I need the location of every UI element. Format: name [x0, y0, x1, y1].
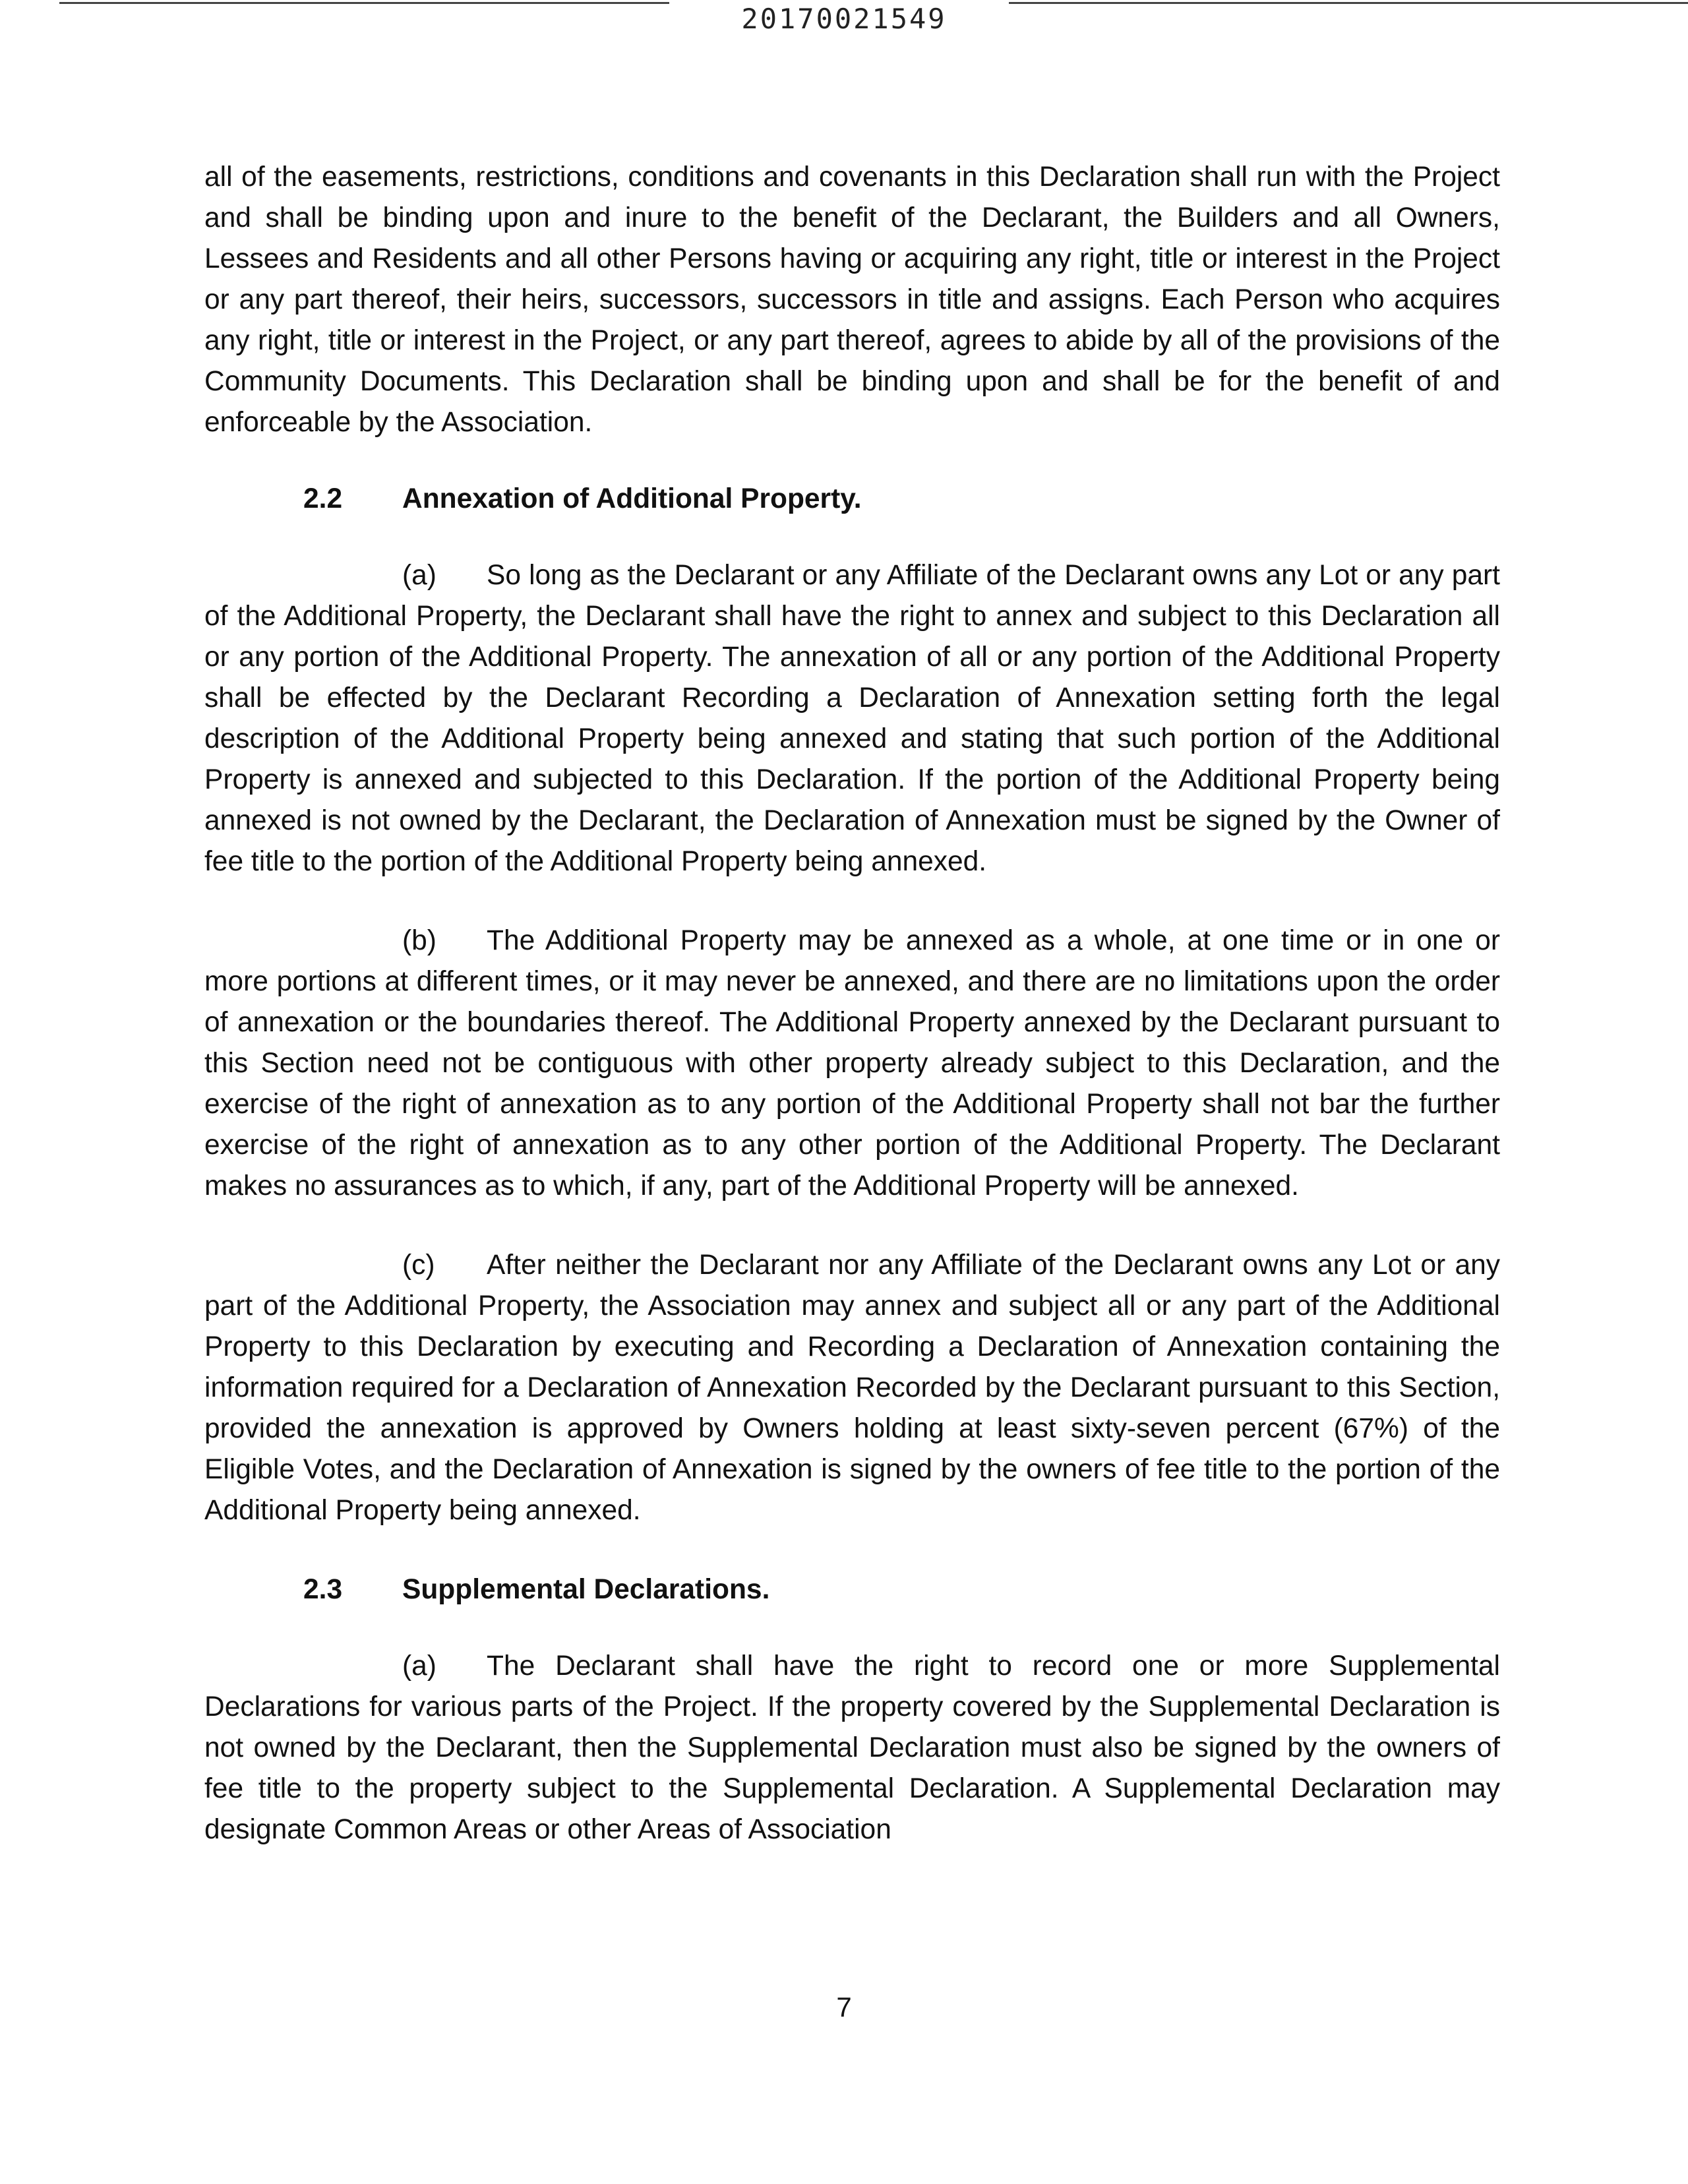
- section-2-2-a: [204, 555, 1500, 882]
- section-2-3-title: Supplemental Declarations.: [402, 1574, 770, 1605]
- section-2-2-a-mark: (a): [402, 560, 437, 591]
- section-2-2-c-text: After neither the Declarant nor any Affiliate of the Declarant owns any Lot or any part of the Additional Property, the Association may annex and subject all or any part of the Additional Property to this Declaration by executing and Recording a Declaration of Annexation containing the information required for a Declaration of Annexation Recorded by the Declarant pursuant to this Section, provided the annexation is approved by Owners holding at least sixty-seven percent (67%) of the Eligible Votes, and the Declaration of Annexation is signed by the owners of fee title to the portion of the Additional Property being annexed.: [204, 1250, 1500, 1526]
- section-2-2-c: [204, 1245, 1500, 1531]
- section-2-3-a-text: The Declarant shall have the right to record one or more Supplemental Declarations for various parts of the Project. If the property covered by the Supplemental Declaration is not owned by the Declarant, then the Supplemental Declaration must also be signed by the owners of fee title to the property subject to the Supplemental Declaration. A Supplemental Declaration may designate Common Areas or other Areas of Association: [204, 1651, 1500, 1845]
- section-2-3-heading: [204, 1569, 1500, 1610]
- section-2-2-b: [204, 921, 1500, 1207]
- section-2-3-a: [204, 1646, 1500, 1850]
- section-2-2-b-text: The Additional Property may be annexed as a whole, at one time or in one or more portions at different times, or it may never be annexed, and there are no limitations upon the order of annexation or the boundaries thereof. The Additional Property annexed by the Declarant pursuant to this Section need not be contiguous with other property already subject to this Declaration, and the exercise of the right of annexation as to any portion of the Additional Property shall not bar the further exercise of the right of annexation as to any other portion of the Additional Property. The Declarant makes no assurances as to which, if any, part of the Additional Property will be annexed.: [204, 925, 1500, 1201]
- section-2-2-b-mark: (b): [402, 925, 437, 956]
- section-2-2-a-text: So long as the Declarant or any Affiliate of the Declarant owns any Lot or any part of the Additional Property, the Declarant shall have the right to annex and subject to this Declaration all or any portion of the Additional Property. The annexation of all or any portion of the Additional Property shall be effected by the Declarant Recording a Declaration of Annexation setting forth the legal description of the Additional Property being annexed and stating that such portion of the Additional Property is annexed and subjected to this Declaration. If the portion of the Additional Property being annexed is not owned by the Declarant, the Declaration of Annexation must be signed by the Owner of fee title to the portion of the Additional Property being annexed.: [204, 560, 1500, 877]
- intro-paragraph: all of the easements, restrictions, conditions and covenants in this Declaration shall run with the Project and shall be binding upon and inure to the benefit of the Declarant, the Builders and all Owners, Lessees and Residents and all other Persons having or acquiring any right, title or interest in the Project or any part thereof, their heirs, successors, successors in title and assigns. Each Person who acquires any right, title or interest in the Project, or any part thereof, agrees to abide by all of the provisions of the Community Documents. This Declaration shall be binding upon and shall be for the benefit of and enforceable by the Association.: [204, 162, 1500, 438]
- section-2-3-a-mark: (a): [402, 1651, 437, 1682]
- section-2-3-number: 2.3: [303, 1574, 343, 1605]
- document-number: 20170021549: [741, 3, 947, 35]
- section-2-2-heading: [204, 479, 1500, 520]
- document-body: [204, 157, 1500, 1889]
- page-number: 7: [836, 1991, 852, 2022]
- section-2-2-c-mark: (c): [402, 1250, 435, 1281]
- section-2-2-title: Annexation of Additional Property.: [402, 483, 862, 514]
- section-2-2-number: 2.2: [303, 483, 343, 514]
